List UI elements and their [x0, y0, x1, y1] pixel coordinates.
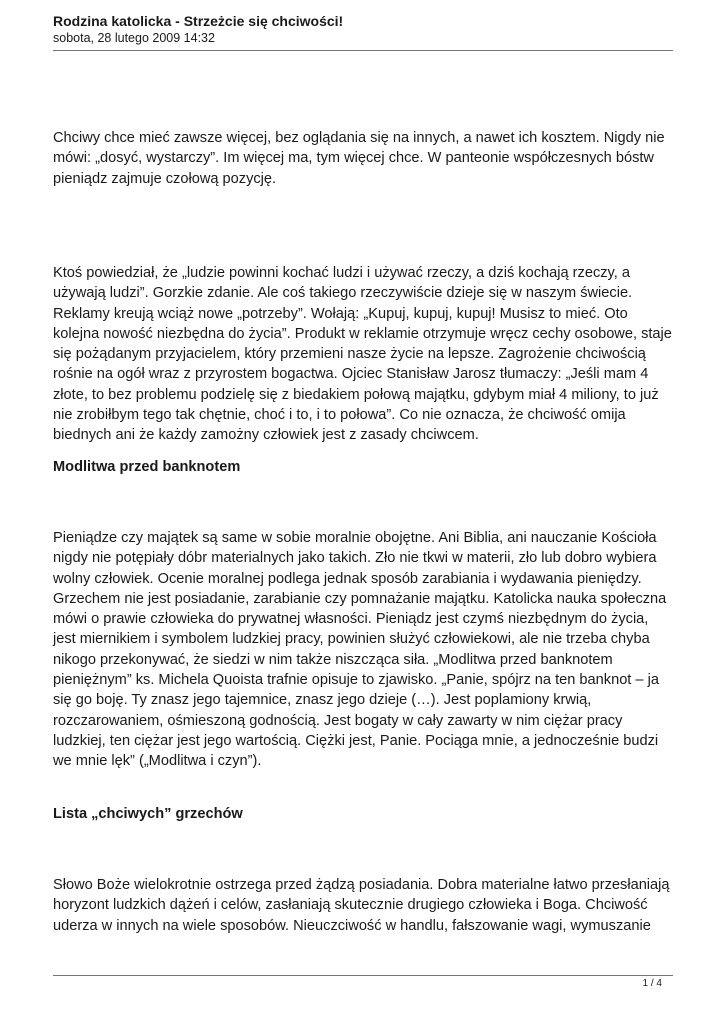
paragraph-money: Pieniądze czy majątek są same w sobie moralnie obojętne. Ani Biblia, ani nauczanie Kościoła nigdy nie potępiały dóbr materialnych jako takich. Zło nie tkwi w materii, zło lub dobro wybiera wolny człowiek. Ocenie moralnej podlega jednak sposób zarabiania i wydawania pieniędzy. Grzechem nie jest posiadanie, zarabianie czy pomnażanie majątku. Katolicka nauka społeczna mówi o prawie człowieka do prywatnej własności. Pieniądz jest czymś niezbędnym do życia, jest miernikiem i symbolem ludzkiej pracy, powinien służyć człowiekowi, ale nie trzeba chyba nikogo przekonywać, że siedzi w nim także niszcząca siła. „Modlitwa przed banknotem pieniężnym” ks. Michela Quoista trafnie opisuje to zjawisko. „Panie, spójrz na ten banknot – ja się go boję. Ty znasz jego tajemnice, znasz jego dzieje (…). Jest poplamiony krwią, rozczarowaniem, ośmieszoną godnością. Jest bogaty w cały zawarty w nim ciężar pracy ludzkiej, ten ciężar jest jego wartością. Ciężki jest, Panie. Pociąga mnie, a jednocześnie budzi we mnie lęk” („Modlitwa i czyn”). [53, 530, 667, 770]
page-header [53, 13, 673, 46]
footer-divider [53, 975, 673, 976]
header-divider [53, 50, 673, 51]
page-number: 1 / 4 [642, 978, 662, 989]
document-title: Rodzina katolicka - Strzeżcie się chciwości! [53, 13, 344, 29]
section-heading-prayer: Modlitwa przed banknotem [53, 459, 241, 475]
paragraph-word-of-god: Słowo Boże wielokrotnie ostrzega przed żądzą posiadania. Dobra materialne łatwo przesłaniają horyzont ludzkich dążeń i celów, zasłaniają skutecznie drugiego człowieka i Boga. Chciwość uderza w innych na wiele sposobów. Nieuczciwość w handlu, fałszowanie wagi, wymuszanie [53, 877, 670, 934]
section-heading-sins: Lista „chciwych” grzechów [53, 806, 243, 822]
document-date: sobota, 28 lutego 2009 14:32 [53, 31, 215, 45]
paragraph-intro: Chciwy chce mieć zawsze więcej, bez oglądania się na innych, a nawet ich kosztem. Nigdy nie mówi: „dosyć, wystarczy”. Im więcej ma, tym więcej chce. W panteonie współczesnych bóstw pieniądz zajmuje czołową pozycję. [53, 130, 665, 187]
paragraph-advertising: Ktoś powiedział, że „ludzie powinni kochać ludzi i używać rzeczy, a dziś kochają rzeczy, a używają ludzi”. Gorzkie zdanie. Ale coś takiego rzeczywiście dzieje się w naszym świecie. Reklamy kreują wciąż nowe „potrzeby”. Wołają: „Kupuj, kupuj, kupuj! Musisz to mieć. Oto kolejna nowość niezbędna do życia”. Produkt w reklamie otrzymuje wręcz cechy osobowe, staje się pożądanym przyjacielem, który przemieni nasze życie na lepsze. Zagrożenie chciwością rośnie na ogół wraz z przyrostem bogactwa. Ojciec Stanisław Jarosz tłumaczy: „Jeśli mam 4 złote, to bez problemu podzielę się z biedakiem połową majątku, gdybym miał 4 miliony, to już nie zrobiłbym tego tak chętnie, choć i to, i to połowa”. Co nie oznacza, że chciwość omija biednych ani że każdy zamożny człowiek jest z zasady chciwcem. [53, 265, 672, 444]
